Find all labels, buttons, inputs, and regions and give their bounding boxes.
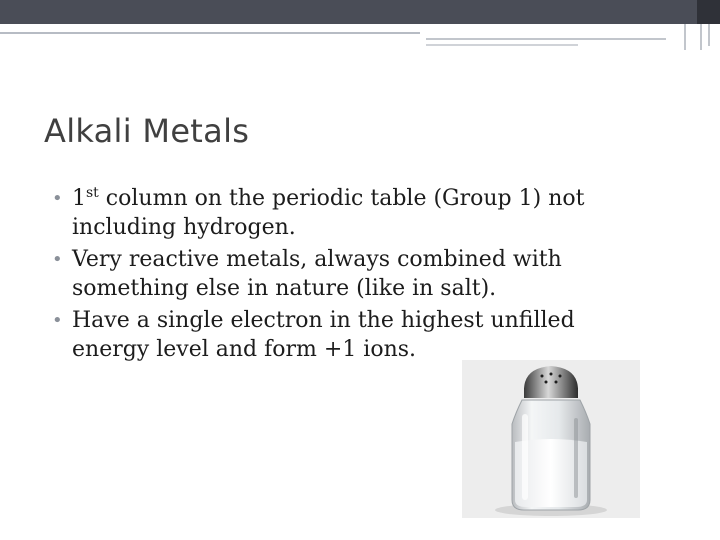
decor-line (426, 44, 578, 46)
slide-title: Alkali Metals (44, 112, 250, 150)
top-band-accent (697, 0, 720, 24)
decor-line (0, 32, 420, 34)
bullet-text: Very reactive metals, always combined with something else in nature (like in salt). (72, 247, 562, 301)
bullet-item (52, 184, 652, 242)
decor-line (700, 24, 702, 50)
bullet-marker: • (52, 310, 63, 331)
top-band (0, 0, 720, 24)
decor-line (684, 24, 686, 50)
bullet-list (52, 184, 652, 367)
decor-line (708, 24, 710, 46)
bullet-item (52, 306, 652, 364)
bullet-text-pre: 1 (72, 186, 86, 211)
bullet-item (52, 245, 652, 303)
salt-shaker-image (462, 360, 640, 518)
decor-line (426, 38, 666, 40)
bullet-text-post: column on the periodic table (Group 1) not including hydrogen. (72, 186, 585, 240)
salt-shaker-icon (462, 360, 640, 518)
bullet-text-superscript: st (86, 185, 99, 201)
bullet-marker: • (52, 249, 63, 270)
bullet-text: Have a single electron in the highest unfilled energy level and form +1 ions. (72, 308, 575, 362)
bullet-marker: • (52, 188, 63, 209)
